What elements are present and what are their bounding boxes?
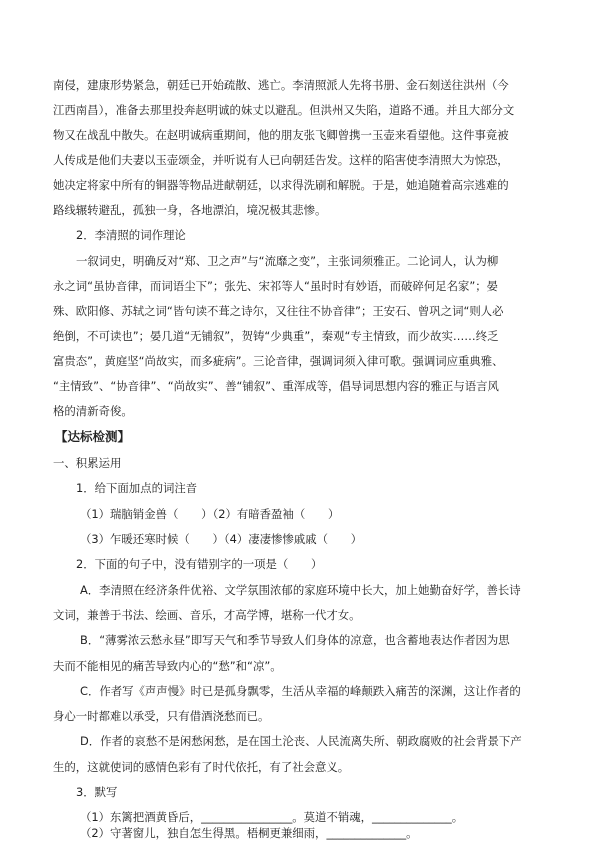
question-item: （3）乍暖还寒时候（ ）（4）凄凄惨惨戚戚（ ） [80,532,363,546]
option-line: A．李清照在经济条件优裕、文学氛围浓郁的家庭环境中长大，加上她勤奋好学，善长诗 [80,583,521,597]
paragraph-line: 殊、欧阳修、苏轼之词“皆句读不葺之诗尔，又往往不协音律”；王安石、曾巩之词“则人必 [53,304,504,318]
option-line: 夫而不能相见的痛苦导致内心的“愁”和“凉”。 [53,659,282,673]
paragraph-line: 人传成是他们夫妻以玉壶颂金，并听说有人已向朝廷告发。这样的陷害使李清照大为惊恐， [53,153,509,167]
section-title: 2．李清照的词作理论 [76,228,186,242]
question-item: （2）守著窗儿，独自怎生得黑。梧桐更兼细雨，______________。 [80,826,418,840]
option-line: D．作者的哀愁不是闲愁闲愁，是在国土沦丧、人民流离失所、朝政腐败的社会背景下产 [80,734,522,748]
part-title: 一、积累运用 [53,456,122,470]
paragraph-line: 永之词“虽协音律，而词语尘下”；张先、宋祁等人“虽时时有妙语，而破碎何足名家”；晏 [53,279,499,293]
option-line: C．作者写《声声慢》时已是孤身飘零，生活从幸福的峰颠跌入痛苦的深渊，这让作者的 [80,684,521,698]
option-line: 身心一时都难以承受，只有借酒浇愁而已。 [53,709,270,723]
paragraph-line: 富贵态”，黄庭坚“尚故实，而多疵病”。三论音律，强调词须入律可歌。强调词应重典雅、 [53,354,504,368]
option-line: B．“薄雾浓云愁永昼”即写天气和季节导致人们身体的凉意，也含蓄地表达作者因为思 [80,633,510,647]
paragraph-line: 江西南昌），准备去那里投奔赵明诚的妹丈以避乱。但洪州又失陷，道路不通。并且大部分文 [53,103,515,117]
paragraph-line: 她决定将家中所有的铜器等物品进献朝廷，以求得洗刷和解脱。于是，她追随着高宗逃难的 [53,178,509,192]
section-heading: 【达标检测】 [55,430,131,444]
question-title: 1．给下面加点的词注音 [76,481,198,495]
paragraph-line: 路线辗转避乱，孤独一身，各地漂泊，境况极其悲惨。 [53,203,327,217]
paragraph-line: 绝倒，不可读也”；晏几道“无铺叙”，贺铸“少典重”，秦观“专主情致，而少故实……终乏 [53,329,499,343]
paragraph-line: 一叙词史，明确反对“郑、卫之声”与“流靡之变”，主张词须雅正。二论词人，认为柳 [76,254,499,268]
paragraph-line: 格的清新奇俊。 [53,404,133,418]
question-item: （1）瑞脑销金兽（ ）（2）有暗香盈袖（ ） [80,507,340,521]
paragraph-line: “主情致”、“协音律”、“尚故实”、善“铺叙”、重浑成等，倡导词思想内容的雅正与语言风 [53,379,499,393]
paragraph-line: 物又在战乱中散失。在赵明诚病重期间，他的朋友张飞卿曾携一玉壶来看望他。这件事竟被 [53,128,509,142]
paragraph-line: 南侵，建康形势紧急，朝廷已开始疏散、逃亡。李清照派人先将书册、金石刻送往洪州（今 [53,78,509,92]
question-title: 3．默写 [76,785,118,799]
question-title: 2．下面的句子中，没有错别字的一项是（ ） [76,557,323,571]
option-line: 生的，这就使词的感情色彩有了时代依托，有了社会意义。 [53,760,350,774]
question-item: （1）东篱把酒黄昏后，________________。莫道不销魂，______________。 [80,810,464,824]
option-line: 文词，兼善于书法、绘画、音乐，才高学博，堪称一代才女。 [53,608,361,622]
